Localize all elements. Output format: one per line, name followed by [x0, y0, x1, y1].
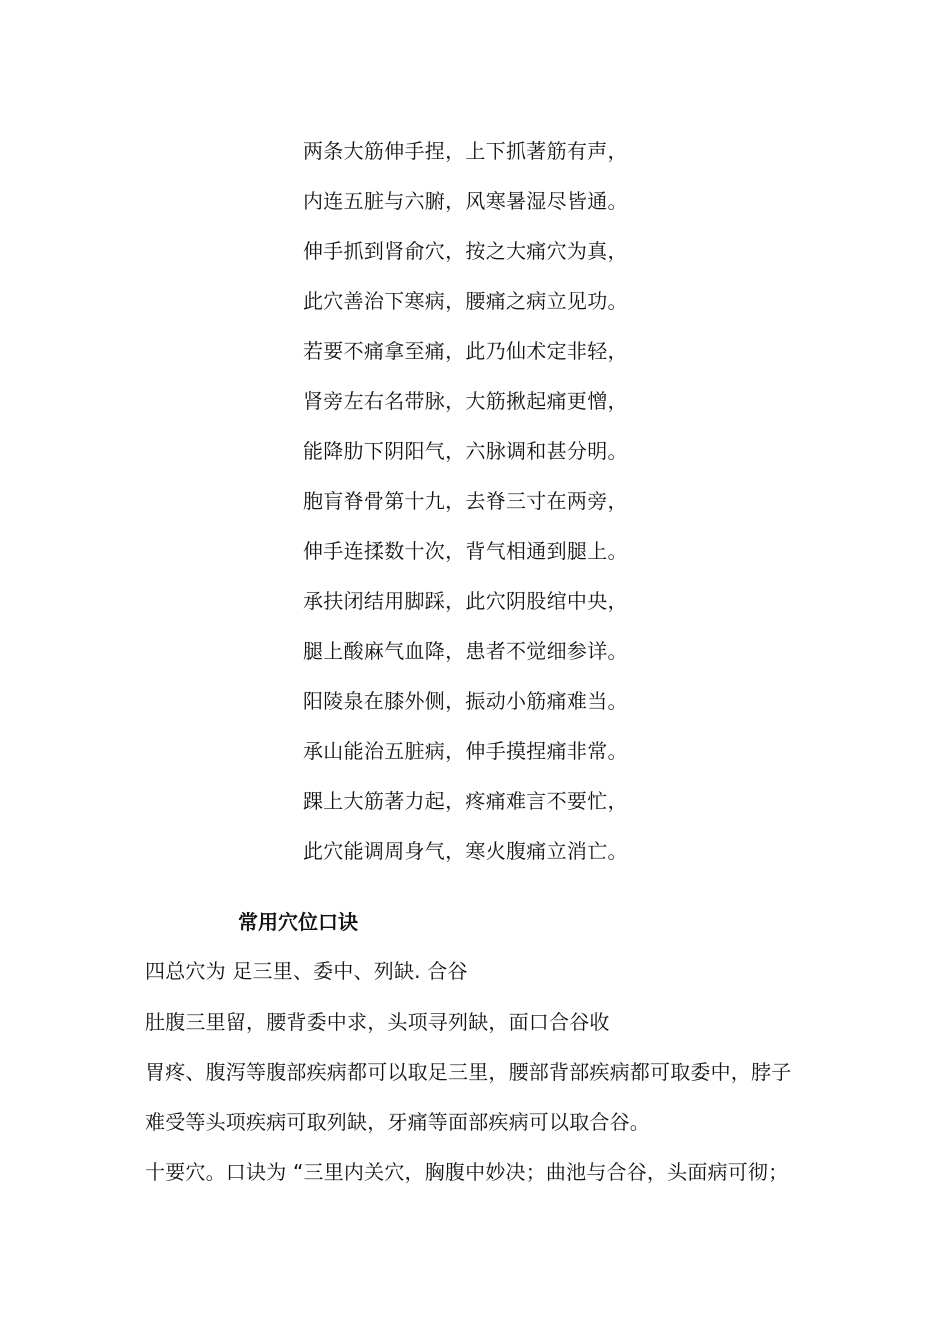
poem-line: 能降肋下阴阳气，六脉调和甚分明。 [303, 439, 628, 463]
poem-line: 两条大筋伸手捏，上下抓著筋有声， [303, 139, 628, 163]
paragraph-line: 肚腹三里留，腰背委中求，头项寻列缺，面口合谷收 [145, 1010, 610, 1034]
section-heading: 常用穴位口诀 [238, 910, 358, 934]
poem-block [303, 133, 703, 883]
poem-line: 内连五脏与六腑，风寒暑湿尽皆通。 [303, 189, 628, 213]
poem-line: 此穴善治下寒病，腰痛之病立见功。 [303, 289, 628, 313]
poem-line: 若要不痛拿至痛，此乃仙术定非轻， [303, 339, 628, 363]
poem-line: 此穴能调周身气，寒火腹痛立消亡。 [303, 839, 628, 863]
poem-line: 伸手抓到肾俞穴，按之大痛穴为真， [303, 239, 628, 263]
paragraph-line: 胃疼、腹泻等腹部疾病都可以取足三里，腰部背部疾病都可取委中，脖子 [145, 1060, 792, 1084]
poem-line: 伸手连揉数十次，背气相通到腿上。 [303, 539, 628, 563]
poem-line: 承山能治五脏病，伸手摸捏痛非常。 [303, 739, 628, 763]
paragraph-line: 四总穴为 足三里、委中、列缺. 合谷 [145, 959, 468, 983]
poem-line: 肾旁左右名带脉，大筋揪起痛更憎， [303, 389, 628, 413]
poem-line: 踝上大筋著力起，疼痛难言不要忙， [303, 789, 628, 813]
poem-line: 腿上酸麻气血降，患者不觉细参详。 [303, 639, 628, 663]
poem-line: 阳陵泉在膝外侧，振动小筋痛难当。 [303, 689, 628, 713]
poem-line: 胞肓脊骨第十九，去脊三寸在两旁， [303, 489, 628, 513]
poem-line: 承扶闭结用脚踩，此穴阴股绾中央， [303, 589, 628, 613]
paragraph-line: 十要穴。口诀为 “三里内关穴，胸腹中妙决；曲池与合谷，头面病可彻； [145, 1160, 789, 1184]
paragraph-line: 难受等头项疾病可取列缺，牙痛等面部疾病可以取合谷。 [145, 1110, 650, 1134]
